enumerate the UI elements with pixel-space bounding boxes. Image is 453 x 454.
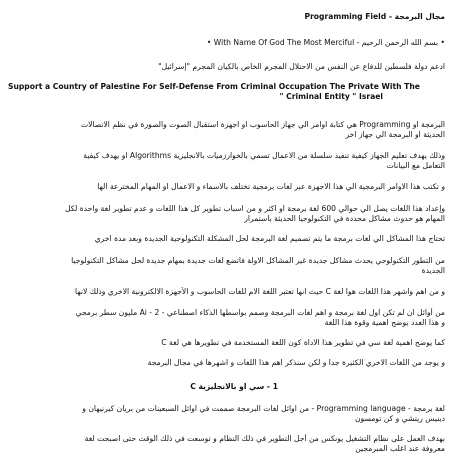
support-palestine-english-line-2: Criminal Entity " Israel "	[279, 92, 383, 101]
paragraph-language-count-line-2: المهام هو حدوث مشاكل محددة في التكنولوجيا الحديثة باستمرار	[244, 214, 445, 223]
paragraph-c-importance: كما يوضح اهمية لغة سي في تطوير هذا الاداة كون اللغة المستخدمة في تطويرها هي لغة C	[161, 338, 445, 347]
paragraph-programming-definition-line-1: البرمجة او Programming هي كتابة اوامر الي جهاز الحاسوب او اجهزة استقبال الصوت والصورة في نظم الاتصالات	[80, 120, 445, 129]
basmala-line: • بسم الله الرحمن الرحيم - With Name Of God The Most Merciful •	[206, 38, 445, 47]
paragraph-other-languages: و يوجد من اللغات الاخري الكثيرة جدا و لكن سنذكر اهم هذا اللغات و اشهرها في مجال البرمجة	[147, 358, 445, 367]
paragraph-problems: تحتاج هذا المشاكل الي لغات برمجة ما يتم تصميم لغة البرمجة لحل المشكلة التكنولوجية الجديدة وبعد مدة اخري	[94, 234, 445, 243]
paragraph-tech-evolution-line-1: من التطور التكنولوجي يحدث مشاكل جديدة غير المشاكل الاولة فاتضع لغات جديدة بمهام جديدة لحل مشاكل التكنولوجيا	[71, 256, 445, 265]
paragraph-algorithms-line-2: التعامل مع البيانات	[386, 161, 445, 170]
paragraph-programming-definition-line-2: الحديثة او البرمجة الي جهاز اخر	[345, 130, 445, 139]
support-palestine-english-line-1: Support a Country of Palestine For Self-Defense From Criminal Occupation The Private With The	[8, 82, 420, 91]
paragraph-tech-evolution-line-2: الجديدة	[421, 266, 445, 275]
paragraph-unix-line-2: معروفة عند اغلب المبرمجين	[355, 444, 445, 453]
paragraph-ai-line-1: من أوائل ان لم تكن اول لغة برمجة و اهم لغات البرمجة وصمم بواسطها الذكاء اصطناعي - Ai - 2 مليون سطر برمجي	[75, 308, 445, 317]
paragraph-unix-line-1: بهدف العمل على نظام التشغيل يونكس من أجل التطوير في ذلك النظام و توسعت في ذلك الوقت حتى اصبحت لغة	[84, 434, 445, 443]
paragraph-c-history-line-2: دينيس ريتشي و كن تومسون	[354, 414, 445, 423]
paragraph-ai-line-2: و هذا العدد يوضح اهمية وقوة هذا اللغة	[324, 318, 445, 327]
paragraph-algorithms-line-1: وذلك يهدف تعليم الجهاز كيفية تنفيذ سلسلة من الاعمال تسمي بالخوارزميات بالانجليزية Algorithms او يهدف كيفية	[83, 151, 445, 160]
paragraph-languages: و تكتب هذا الاوامر البرمجية الي هذا الاجهزة عبر لغات برمجية تختلف بالاسماء و الاعمال او المهام المخترعة الها	[97, 182, 445, 191]
page-title: مجال البرمجة - Programming Field	[304, 12, 445, 21]
paragraph-language-count-line-1: وإعداد هذا اللغات يصل الي حوالي 600 لغة برمجة او اكثر و من اسباب تطوير كل هذا اللغات و عدم تطوير لغة واحدة لكل	[65, 204, 445, 213]
paragraph-c-language: و من اهم واشهر هذا اللغات هوا لغة C حيث انها تعتبر اللغة الام للغات الحاسوب و الأجهزة الالكترونية الاخري وذلك لانها	[75, 287, 445, 296]
paragraph-c-history-line-1: لغة برمجة - Programming language - من اوائل لغات البرمجة صممت في اوائل السبعينات من بريان كيرنيهان و	[82, 404, 445, 413]
support-palestine-arabic: ادعم دولة فلسطين للدفاع عن النفس من الاحتلال المجرم الخاص بالكيان المجرم "إسرائيل"	[158, 62, 445, 71]
heading-c: 1 - سي او بالانجليزية C	[190, 382, 278, 391]
